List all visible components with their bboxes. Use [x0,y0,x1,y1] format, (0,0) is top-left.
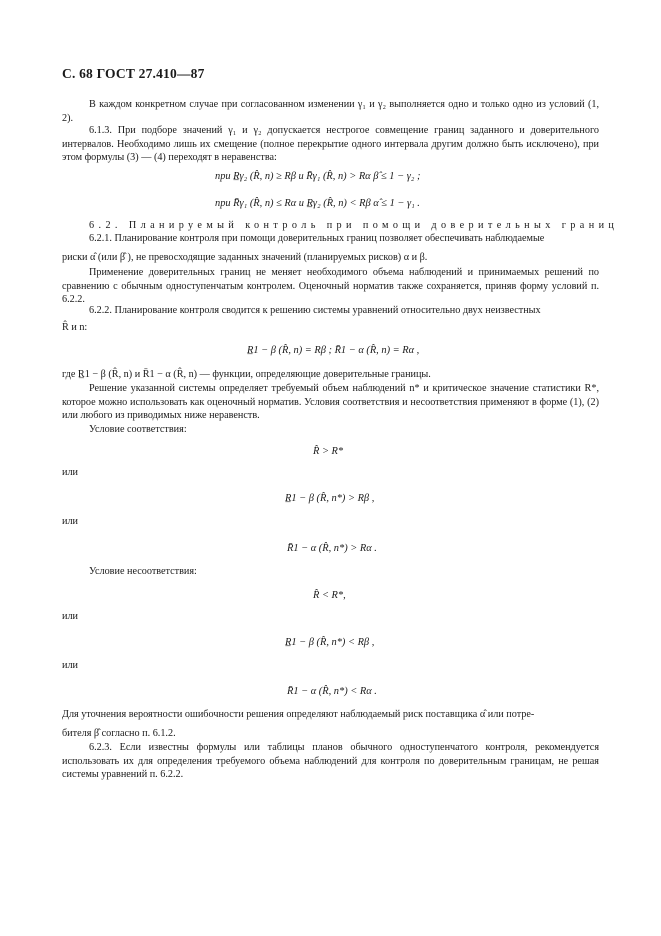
condition-mismatch-label: Условие несоответствия: [89,566,197,577]
paragraph-6-2-2-line-2: R̂ и n: [62,322,88,333]
condition-match-1: R̂ > R* [313,446,344,457]
paragraph-6-2-1-line-2: риски α̂ (или β̂ ), не превосходящие заданных значений (планируемых рисков) α и β. [62,252,428,263]
condition-match-2: R̲1 − β (R̂, n*) > Rβ , [285,493,375,504]
condition-mismatch-2: R̲1 − β (R̂, n*) < Rβ , [285,637,375,648]
condition-mismatch-3: R̄1 − α (R̂, n*) < Rα . [287,686,377,697]
paragraph-intro: В каждом конкретном случае при согласованном изменении γ₁ и γ₂ выполняется одно и только одно из условий (1, 2). [62,99,599,124]
condition-match-3: R̄1 − α (R̂, n*) > Rα . [287,543,377,554]
paragraph-6-2-3: 6.2.3. Если известны формулы или таблицы планов обычного одноступенчатого контроля, рекомендуется использовать их для определения требуемого объема наблюдений для контроля по доверительным границам, не решая системы уравнений п. 6.2.2. [62,742,599,781]
equation-system: R̲1 − β (R̂, n) = Rβ ; R̄1 − α (R̂, n) = Rα , [247,345,420,356]
inequality-1: при R̲γ₂ (R̂, n) ≥ Rβ и R̄γ₁ (R̂, n) > Rα β̂ ≤ 1 − γ₂ ; [215,171,421,182]
condition-mismatch-1: R̂ < R*, [313,590,346,601]
or-label: или [62,611,78,622]
paragraph-6-2-1-line-1: 6.2.1. Планирование контроля при помощи доверительных границ позволяет обеспечивать наблюдаемые [89,233,545,244]
condition-match-label: Условие соответствия: [89,424,187,435]
paragraph-solution: Решение указанной системы определяет требуемый объем наблюдений n* и критическое значение статистики R*, которое можно использовать как оценочный норматив. Условия соответствия и несоответствия применяют в форме (1), (2) или любого из приводимых ниже неравенств. [62,383,599,422]
paragraph-confidence-use: Применение доверительных границ не меняет необходимого объема наблюдений и принимаемых решений по сравнению с обычным одноступенчатым контролем. Оценочный норматив также сохраняется, приняв форму условий п. 6.2.2. [62,267,599,306]
paragraph-6-1-3: 6.1.3. При подборе значений γ₁ и γ₂ допускается нестрогое совмещение границ заданного и доверительного интервалов. Необходимо лишь их смещение (полное перекрытие одного интервала другим должно быть исключено), при этом формулы (3) — (4) переходят в неравенства: [62,125,599,164]
or-label: или [62,660,78,671]
inequality-2: при R̄γ₁ (R̂, n) ≤ Rα и R̲γ₂ (R̂, n) < Rβ α̂ ≤ 1 − γ₁ . [215,198,420,209]
section-heading-6-2: 6.2. Планируемый контроль при помощи доверительных границ [89,220,619,231]
paragraph-6-2-2-line-1: 6.2.2. Планирование контроля сводится к решению системы уравнений относительно двух неизвестных [89,305,541,316]
paragraph-refine-line-1: Для уточнения вероятности ошибочности решения определяют наблюдаемый риск поставщика α̂ или потре- [62,709,535,720]
or-label: или [62,467,78,478]
or-label: или [62,516,78,527]
paragraph-refine-line-2: бителя β̂ согласно п. 6.1.2. [62,728,176,739]
page-header: С. 68 ГОСТ 27.410—87 [62,66,205,81]
paragraph-where: где R̲1 − β (R̂, n) и R̄1 − α (R̂, n) — функции, определяющие доверительные границы. [62,369,431,380]
